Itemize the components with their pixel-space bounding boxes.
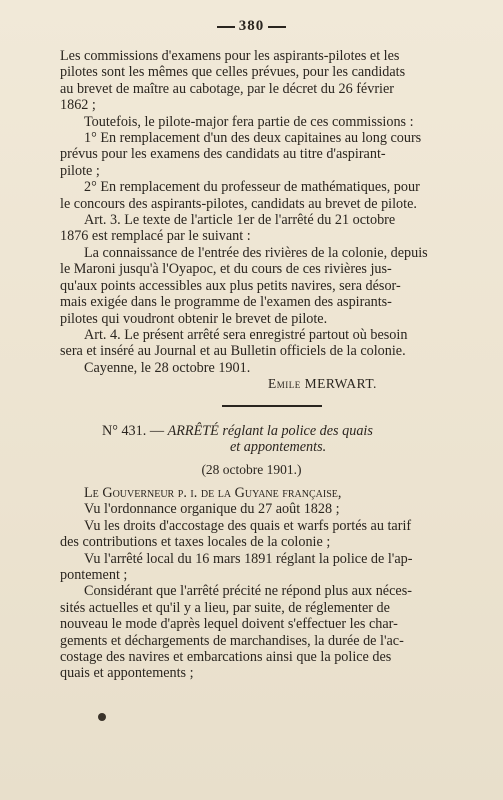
text-line: sités actuelles et qu'il y a lieu, par suite, de réglementer de (60, 599, 390, 616)
text-line: pilotes sont les mêmes que celles prévues, pour les candidats (60, 64, 406, 81)
decree-text-block (60, 485, 474, 682)
text-line: Toutefois, le pilote-major fera partie de ces commissions : (84, 113, 414, 130)
article-text-block (60, 48, 474, 376)
text-line: Le Gouverneur p. i. de la Guyane française, (84, 485, 342, 501)
ink-spot (98, 713, 106, 721)
text-line: prévus pour les examens des candidats au titre d'aspirant- (60, 146, 386, 163)
text-line: le Maroni jusqu'à l'Oyapoc, et du cours de ces rivières jus- (60, 261, 392, 278)
text-line: au brevet de maître au cabotage, par le décret du 26 février (60, 80, 395, 97)
text-line: Vu l'ordonnance organique du 27 août 1828 ; (84, 501, 340, 518)
text-line: qu'aux points accessibles aux plus petits navires, sera désor- (60, 277, 401, 294)
text-line: nouveau le mode d'après lequel doivent s'effectuer les char- (60, 616, 398, 633)
decree-title-line2: et appontements. (230, 439, 327, 456)
section-divider (222, 405, 322, 407)
decree-number: N° 431. (102, 423, 147, 439)
text-line: Art. 4. Le présent arrêté sera enregistré partout où besoin (84, 326, 408, 343)
page-number-dash-right (268, 26, 286, 28)
text-line: Art. 3. Le texte de l'article 1er de l'arrêté du 21 octobre (84, 212, 396, 229)
text-line: Les commissions d'examens pour les aspirants-pilotes et les (60, 48, 400, 64)
text-line: 2° En remplacement du professeur de mathématiques, pour (84, 179, 420, 196)
text-line: Considérant que l'arrêté précité ne répond plus aux néces- (84, 583, 412, 600)
text-line: des contributions et taxes locales de la colonie ; (60, 534, 331, 551)
text-line: pontement ; (60, 567, 128, 584)
text-line: Vu les droits d'accostage des quais et warfs portés au tarif (84, 517, 412, 534)
decree-heading (60, 423, 474, 456)
text-line: sera et inséré au Journal et au Bulletin officiels de la colonie. (60, 343, 406, 360)
text-line: La connaissance de l'entrée des rivières de la colonie, depuis (84, 244, 428, 261)
text-line: pilotes qui voudront obtenir le brevet de pilote. (60, 310, 328, 327)
text-line: le concours des aspirants-pilotes, candidats au brevet de pilote. (60, 195, 417, 212)
signature: Emile MERWART. (268, 376, 377, 391)
decree-date: (28 octobre 1901.) (201, 462, 302, 477)
text-line: mais exigée dans le programme de l'examen des aspirants- (60, 294, 392, 311)
decree-dash: — (149, 423, 165, 439)
text-line: 1876 est remplacé par le suivant : (60, 228, 251, 245)
text-line: quais et appontements ; (60, 665, 194, 682)
text-line: 1° En remplacement d'un des deux capitaines au long cours (84, 130, 422, 147)
text-line: Cayenne, le 28 octobre 1901. (84, 359, 251, 376)
text-line: Vu l'arrêté local du 16 mars 1891 réglant la police de l'ap- (84, 550, 413, 567)
text-line: costage des navires et embarcations ainsi que la police des (60, 649, 392, 666)
text-line: pilote ; (60, 162, 100, 179)
page-number-dash-left (217, 26, 235, 28)
decree-title-line1: ARRÊTÉ réglant la police des quais (167, 423, 373, 439)
text-line: gements et déchargements de marchandises, la durée de l'ac- (60, 632, 404, 649)
text-line: 1862 ; (60, 97, 96, 114)
page-number-text: 380 (238, 18, 265, 34)
page-number (0, 18, 503, 35)
